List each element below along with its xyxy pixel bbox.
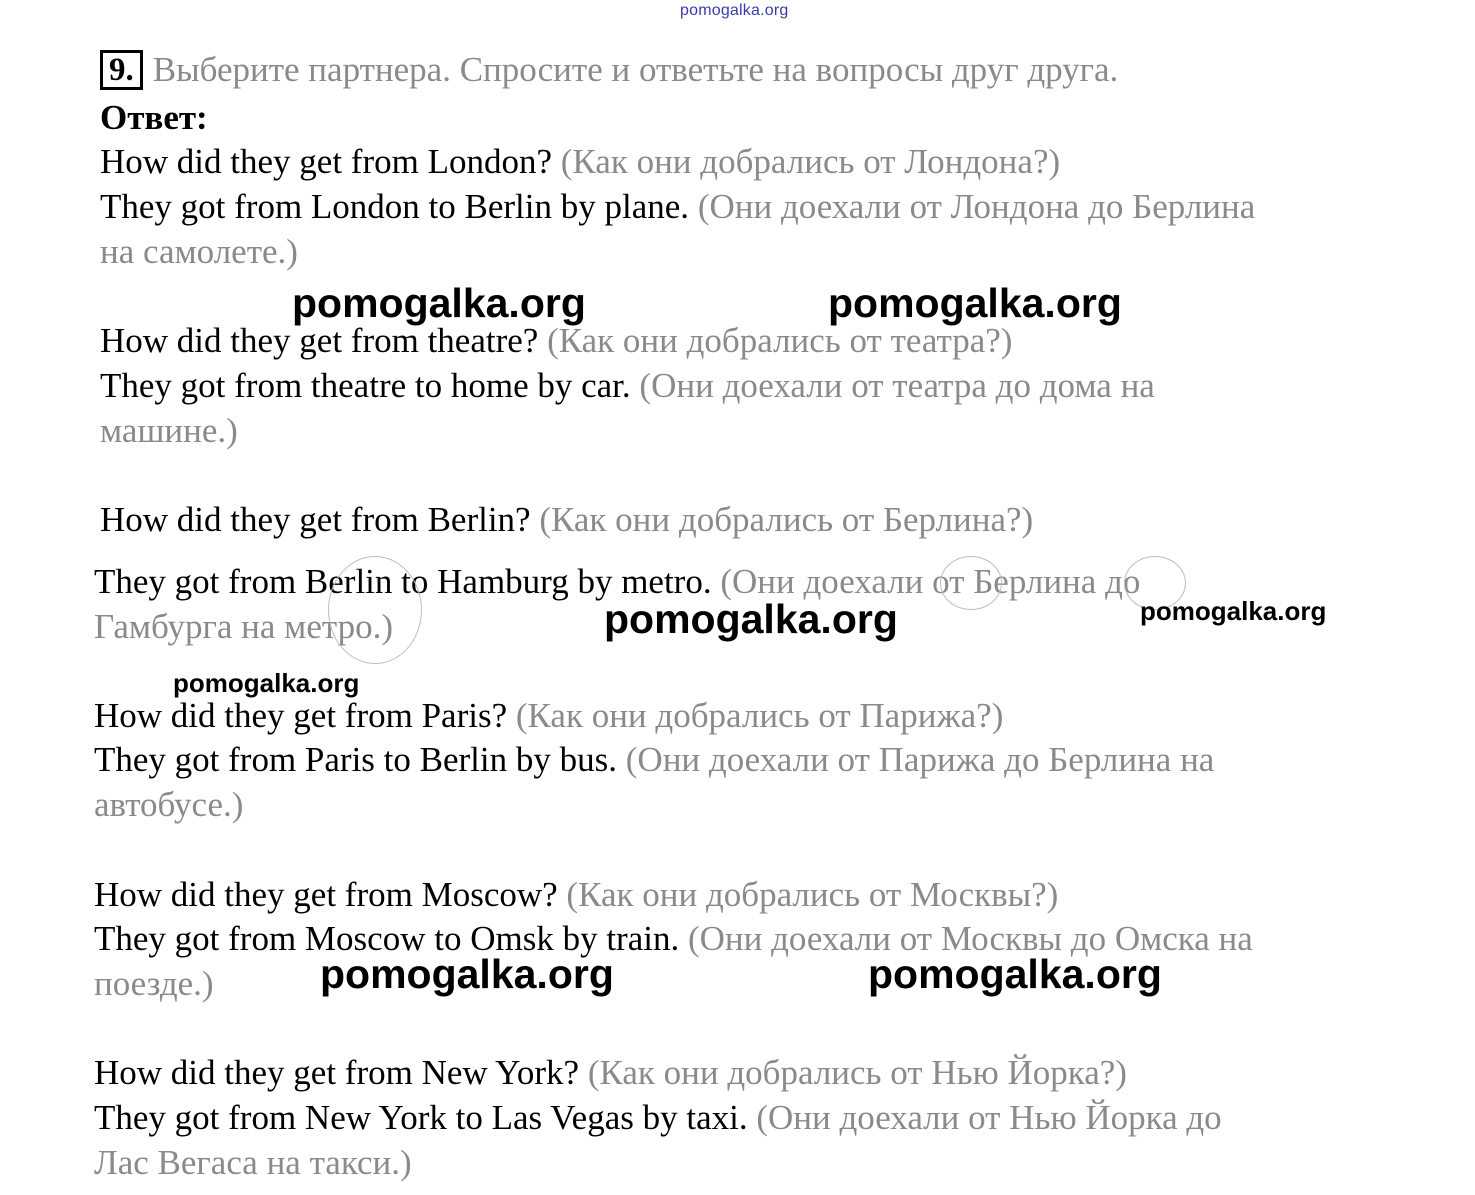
answer-ru: (Они доехали от Парижа до Берлина на <box>625 740 1215 779</box>
answer-ru: (Они доехали от театра до дома на <box>639 366 1155 405</box>
question-ru: (Как они добрались от Лондона?) <box>560 142 1061 181</box>
answer-ru-continuation: Гамбурга на метро.) <box>94 607 393 646</box>
question-ru: (Как они добрались от Берлина?) <box>539 500 1034 539</box>
answer-en: They got from London to Berlin by plane. <box>100 187 690 226</box>
question-en: How did they get from Moscow? <box>94 875 558 914</box>
watermark: pomogalka.org <box>292 280 586 326</box>
answer-ru-continuation: Лас Вегаса на такси.) <box>94 1143 412 1182</box>
question-en: How did they get from theatre? <box>100 321 539 360</box>
question-en: How did they get from Berlin? <box>100 500 531 539</box>
question-ru: (Как они добрались от Нью Йорка?) <box>587 1053 1127 1092</box>
question-ru: (Как они добрались от Москвы?) <box>566 875 1059 914</box>
scan-artifact-circle <box>940 556 1002 610</box>
answer-line <box>100 366 1155 406</box>
answer-en: They got from Paris to Berlin by bus. <box>94 740 618 779</box>
question-line <box>100 142 1060 182</box>
answer-en: They got from Moscow to Omsk by train. <box>94 919 680 958</box>
answer-ru: (Они доехали от Берлина до <box>720 562 1141 601</box>
site-watermark-top: pomogalka.org <box>680 2 789 19</box>
question-line <box>94 1053 1127 1093</box>
answer-en: They got from Berlin to Hamburg by metro. <box>94 562 712 601</box>
watermark: pomogalka.org <box>604 596 898 642</box>
answer-ru-continuation: на самолете.) <box>100 232 298 271</box>
question-line <box>94 875 1058 915</box>
task-number: 9. <box>100 50 143 90</box>
watermark: pomogalka.org <box>1140 596 1327 626</box>
question-ru: (Как они добрались от Парижа?) <box>515 696 1004 735</box>
watermark: pomogalka.org <box>868 951 1162 997</box>
question-en: How did they get from London? <box>100 142 552 181</box>
watermark: pomogalka.org <box>173 668 360 698</box>
answer-ru: (Они доехали от Нью Йорка до <box>756 1098 1222 1137</box>
question-line <box>94 696 1003 736</box>
question-en: How did they get from Paris? <box>94 696 508 735</box>
answer-line <box>94 1098 1222 1138</box>
scan-artifact-circle <box>328 556 422 664</box>
question-line <box>100 321 1012 361</box>
task-instruction: Выберите партнера. Спросите и ответьте на вопросы друг друга. <box>152 50 1119 89</box>
task-header <box>100 48 1118 92</box>
answer-ru-continuation: поезде.) <box>94 964 214 1003</box>
answer-en: They got from New York to Las Vegas by taxi. <box>94 1098 748 1137</box>
question-ru: (Как они добрались от театра?) <box>547 321 1013 360</box>
answer-line <box>94 740 1214 780</box>
question-line <box>100 500 1033 540</box>
answer-ru-continuation: машине.) <box>100 411 238 450</box>
answer-line <box>100 187 1255 227</box>
answer-ru: (Они доехали от Москвы до Омска на <box>687 919 1253 958</box>
answer-en: They got from theatre to home by car. <box>100 366 631 405</box>
answer-ru: (Они доехали от Лондона до Берлина <box>697 187 1256 226</box>
answer-label: Ответ: <box>100 98 208 137</box>
watermark: pomogalka.org <box>828 280 1122 326</box>
question-en: How did they get from New York? <box>94 1053 580 1092</box>
answer-ru-continuation: автобусе.) <box>94 785 244 824</box>
watermark: pomogalka.org <box>320 951 614 997</box>
